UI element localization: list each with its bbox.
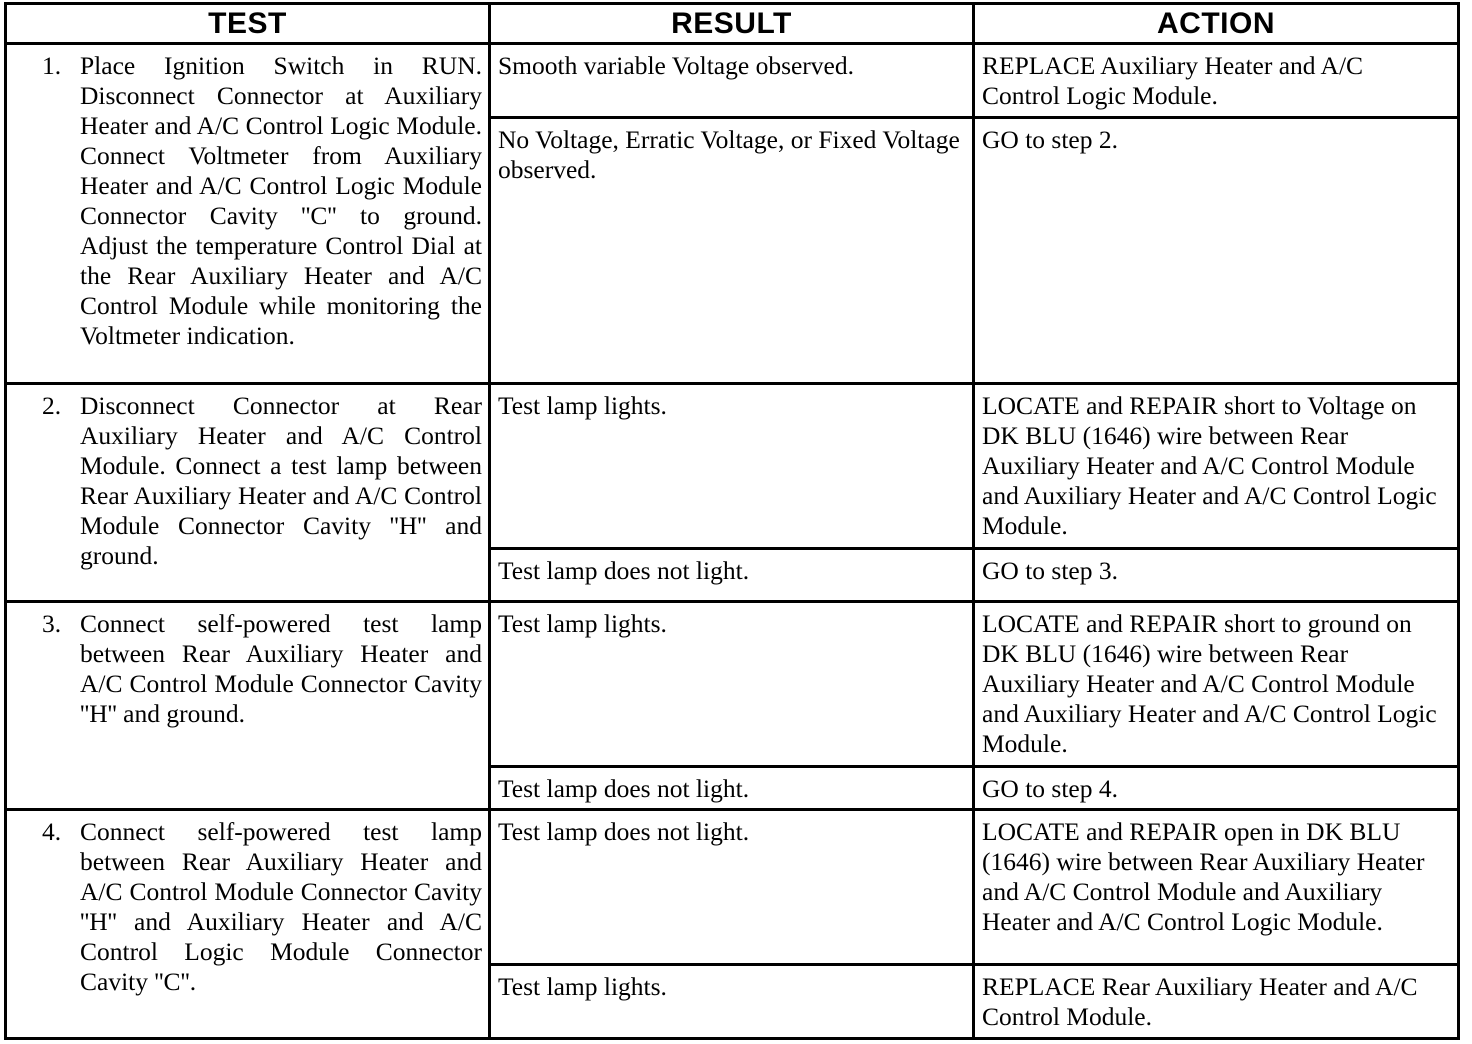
step-1-outcome-1-row [6,44,1459,118]
step-2-action-2: GO to step 3. [974,548,1459,602]
step-2-test [7,391,482,571]
step-2-result-1: Test lamp lights. [490,383,974,548]
step-1-action-1: REPLACE Auxiliary Heater and A/C Control Logic Module. [974,44,1459,118]
step-3-test [7,609,482,729]
step-4-test-text: Connect self-powered test lamp between Rear Auxiliary Heater and A/C Control Module Connector Cavity ''H'' and Auxiliary Heater and A/C Control Logic Module Connector Cavity ''C''. [80,817,482,997]
diagnostic-table [4,2,1460,1040]
step-4-number: 4. [42,817,62,847]
step-4-action-2: REPLACE Rear Auxiliary Heater and A/C Control Module. [974,965,1459,1039]
step-2-test-text: Disconnect Connector at Rear Auxiliary Heater and A/C Control Module. Connect a test lamp between Rear Auxiliary Heater and A/C Control Module Connector Cavity ''H'' and ground. [80,390,482,570]
step-4-action-1: LOCATE and REPAIR open in DK BLU (1646) wire between Rear Auxiliary Heater and A/C Control Module and Auxiliary Heater and A/C Control Logic Module. [974,810,1459,965]
header-test: TEST [6,4,490,44]
step-3-test-text: Connect self-powered test lamp between Rear Auxiliary Heater and A/C Control Module Connector Cavity ''H'' and ground. [80,609,482,729]
step-4-test-cell [6,810,490,1039]
step-2-result-2: Test lamp does not light. [490,548,974,602]
step-3-number: 3. [42,609,62,639]
step-3-test-cell [6,602,490,810]
step-3-result-1: Test lamp lights. [490,602,974,767]
step-2-action-1: LOCATE and REPAIR short to Voltage on DK BLU (1646) wire between Rear Auxiliary Heater and A/C Control Module and Auxiliary Heater and A/C Control Logic Module. [974,383,1459,548]
step-2-number: 2. [42,390,62,420]
step-4-result-2: Test lamp lights. [490,965,974,1039]
step-2-test-cell [6,383,490,601]
step-4-outcome-1-row [6,810,1459,965]
step-1-result-2: No Voltage, Erratic Voltage, or Fixed Voltage observed. [490,117,974,383]
step-1-number: 1. [42,51,62,80]
step-2-outcome-1-row [6,383,1459,548]
step-1-test-text: Place Ignition Switch in RUN. Disconnect Connector at Auxiliary Heater and A/C Control Logic Module. Connect Voltmeter from Auxiliary Heater and A/C Control Logic Module Connector Cavity ''C'' to ground. Adjust the temperature Control Dial at the Rear Auxiliary Heater and A/C Control Module while monitoring the Voltmeter indication. [80,51,482,350]
step-1-action-2: GO to step 2. [974,117,1459,383]
step-1-result-1: Smooth variable Voltage observed. [490,44,974,118]
step-3-result-2: Test lamp does not light. [490,766,974,809]
header-result: RESULT [490,4,974,44]
step-4-result-1: Test lamp does not light. [490,810,974,965]
step-3-outcome-1-row [6,602,1459,767]
step-4-test [7,817,482,997]
step-3-action-1: LOCATE and REPAIR short to ground on DK BLU (1646) wire between Rear Auxiliary Heater and A/C Control Module and Auxiliary Heater and A/C Control Logic Module. [974,602,1459,767]
header-action: ACTION [974,4,1459,44]
step-3-action-2: GO to step 4. [974,766,1459,809]
step-1-test-cell [6,44,490,384]
step-1-test [7,51,482,351]
header-row [6,4,1459,44]
